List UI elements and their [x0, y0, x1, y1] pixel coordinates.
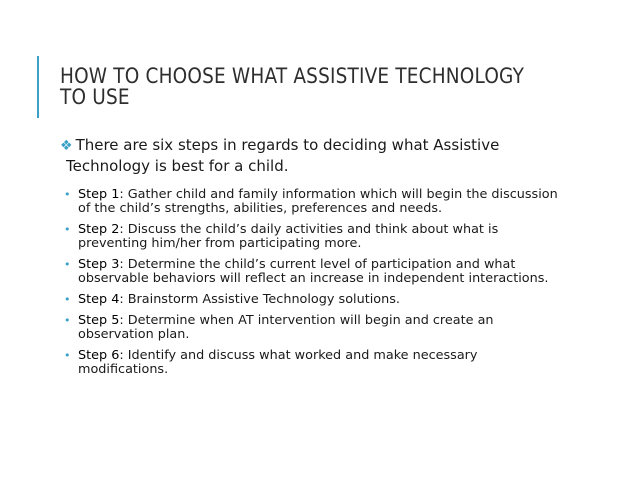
step-separator: :: [119, 222, 128, 237]
step-separator: :: [119, 257, 128, 272]
step-label: Step 6: [78, 348, 120, 363]
step-item-3: [64, 258, 564, 286]
intro-paragraph: [60, 135, 620, 176]
step-text: Gather child and family information which will begin the discussion of the child’s strengths, abilities, preferences and needs.: [78, 187, 558, 216]
title-accent-bar: [37, 56, 39, 118]
step-item-1: [64, 188, 564, 216]
bullet-icon: •: [64, 314, 71, 327]
step-text: Identify and discuss what worked and make necessary modifications.: [78, 348, 478, 377]
step-separator: :: [119, 292, 128, 307]
bullet-icon: •: [64, 349, 71, 362]
steps-list: [64, 188, 564, 384]
step-item-2: [64, 223, 564, 251]
step-text: Brainstorm Assistive Technology solutions.: [127, 292, 400, 307]
step-label: Step 4: [78, 292, 120, 307]
bullet-icon: •: [64, 293, 71, 306]
step-separator: :: [119, 313, 128, 328]
step-item-4: [64, 293, 564, 307]
step-separator: :: [119, 187, 128, 202]
diamond-bullet-icon: ❖: [60, 138, 73, 154]
step-text: Discuss the child’s daily activities and think about what is preventing him/her from participating more.: [78, 222, 499, 251]
bullet-icon: •: [64, 188, 71, 201]
intro-line2: Technology is best for a child.: [66, 157, 289, 175]
bullet-icon: •: [64, 223, 71, 236]
step-text: Determine the child’s current level of participation and what observable behaviors will reflect an increase in independent interactions.: [78, 257, 549, 286]
intro-line1: There are six steps in regards to deciding what Assistive: [75, 136, 500, 154]
step-label: Step 2: [78, 222, 120, 237]
step-item-6: [64, 349, 564, 377]
step-separator: :: [119, 348, 128, 363]
step-label: Step 3: [78, 257, 120, 272]
slide-title: [60, 66, 553, 108]
slide-title-line2: TO USE: [60, 85, 130, 109]
step-item-5: [64, 314, 564, 342]
step-label: Step 5: [78, 313, 120, 328]
bullet-icon: •: [64, 258, 71, 271]
step-text: Determine when AT intervention will begin and create an observation plan.: [78, 313, 494, 342]
slide-title-line1: HOW TO CHOOSE WHAT ASSISTIVE TECHNOLOGY: [60, 64, 525, 88]
step-label: Step 1: [78, 187, 120, 202]
